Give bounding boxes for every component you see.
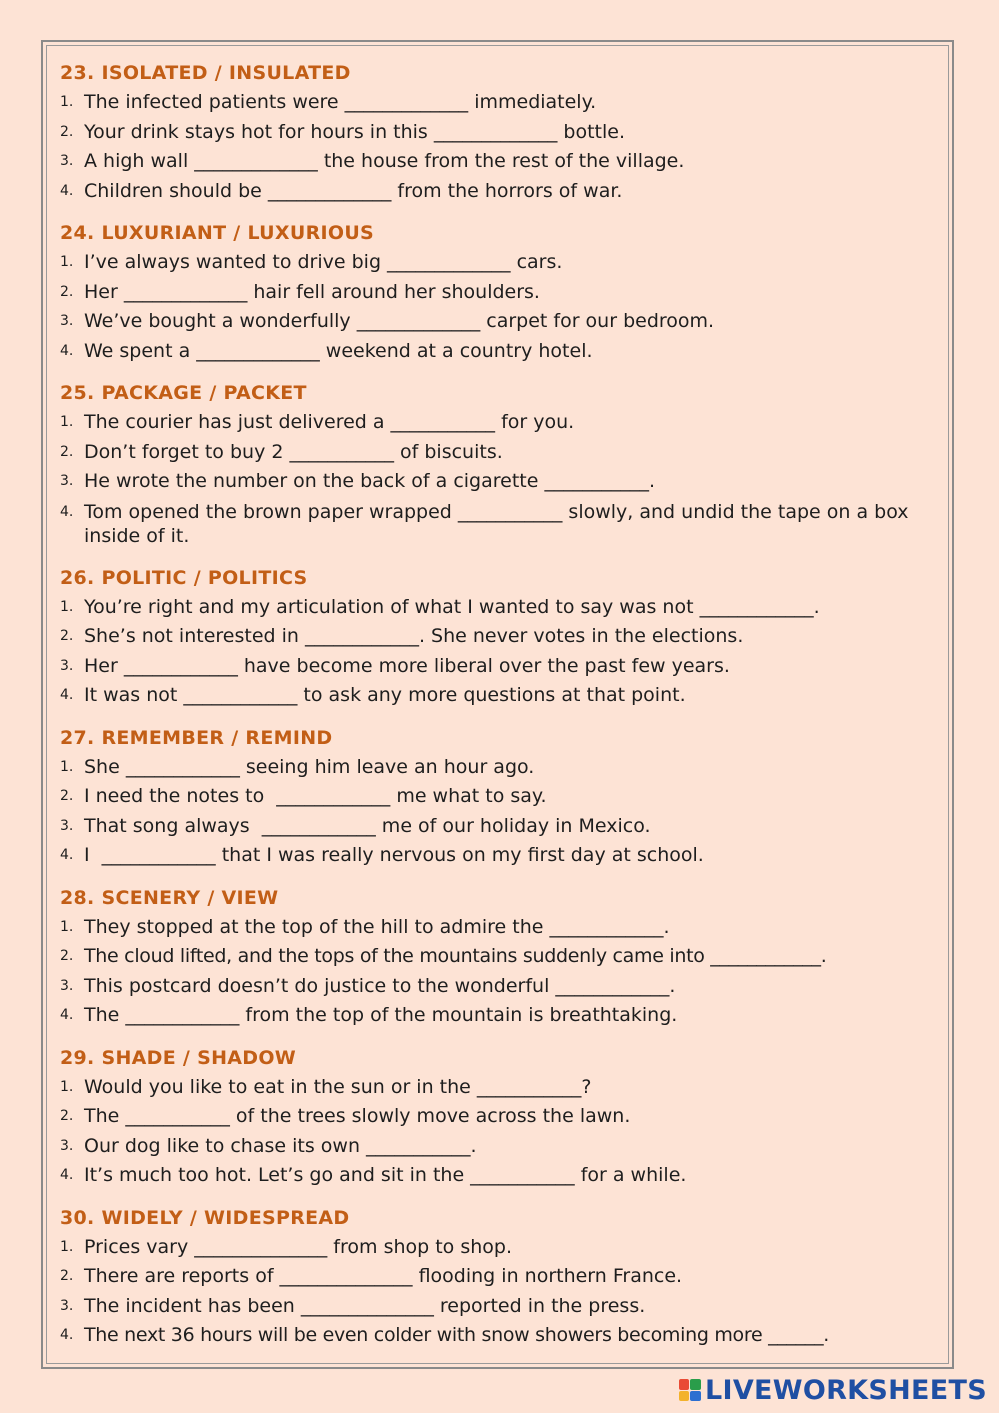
- item-text: He wrote the number on the back of a cigarette ___________.: [84, 470, 656, 492]
- exercise-item: [60, 1233, 940, 1263]
- item-number: 2.: [60, 123, 74, 140]
- item-number: 4.: [60, 1167, 74, 1183]
- item-number: 4.: [60, 503, 74, 520]
- item-number: 4.: [60, 182, 74, 199]
- item-text: Our dog like to chase its own ___________.: [84, 1134, 477, 1157]
- item-text: Tom opened the brown paper wrapped ___________ slowly, and undid the tape on a box inside of it.: [84, 500, 909, 547]
- exercise-item: [60, 681, 940, 711]
- exercise-item: [60, 177, 940, 207]
- section-heading: 27. REMEMBER / REMIND: [60, 726, 333, 749]
- item-number: 4.: [60, 1327, 74, 1343]
- logo-square: [679, 1391, 690, 1402]
- item-text: Prices vary ______________ from shop to shop.: [84, 1235, 513, 1258]
- item-number: 2.: [60, 283, 74, 300]
- item-text: I’ve always wanted to drive big _____________ cars.: [84, 251, 563, 273]
- item-number: 3.: [60, 817, 74, 834]
- exercise-item: [60, 497, 940, 551]
- exercise-item: [60, 147, 940, 177]
- section-heading: 30. WIDELY / WIDESPREAD: [60, 1206, 350, 1229]
- item-text: Her _____________ hair fell around her shoulders.: [84, 280, 540, 303]
- item-number: 3.: [60, 657, 74, 674]
- item-number: 2.: [60, 948, 74, 964]
- exercise-item: [60, 753, 940, 783]
- exercise-item: [60, 913, 940, 943]
- exercise-item: [60, 118, 940, 148]
- item-text: It’s much too hot. Let’s go and sit in the ___________ for a while.: [84, 1164, 687, 1186]
- section-heading: 28. SCENERY / VIEW: [60, 886, 279, 909]
- item-text: They stopped at the top of the hill to admire the ____________.: [84, 915, 670, 938]
- exercise-item: [60, 942, 940, 972]
- section-26: [60, 563, 940, 711]
- exercise-item: [60, 438, 940, 468]
- item-text: She ____________ seeing him leave an hour ago.: [84, 755, 535, 778]
- item-text: The next 36 hours will be even colder with snow showers becoming more ______.: [84, 1324, 830, 1346]
- item-text: This postcard doesn’t do justice to the wonderful ____________.: [84, 974, 676, 997]
- section-heading: 24. LUXURIANT / LUXURIOUS: [60, 222, 375, 244]
- exercise-item: [60, 1073, 940, 1103]
- item-number: 1.: [60, 918, 74, 935]
- exercise-item: [60, 467, 940, 497]
- item-number: 1.: [60, 254, 74, 270]
- item-text: Her ____________ have become more liberal over the past few years.: [84, 654, 730, 677]
- exercise-item: [60, 408, 940, 438]
- logo-square: [679, 1379, 690, 1390]
- brand-name: LIVEWORKSHEETS: [704, 1374, 987, 1406]
- item-number: 3.: [60, 1137, 74, 1154]
- exercise-item: [60, 1001, 940, 1031]
- exercise-item: [60, 307, 940, 337]
- exercise-item: [60, 1102, 940, 1132]
- item-text: She’s not interested in ____________. She never votes in the elections.: [84, 625, 744, 647]
- section-heading: 23. ISOLATED / INSULATED: [60, 62, 351, 84]
- exercise-item: [60, 622, 940, 652]
- item-text: A high wall _____________ the house from the rest of the village.: [84, 150, 685, 172]
- item-text: The courier has just delivered a ___________ for you.: [84, 411, 575, 433]
- item-text: The cloud lifted, and the tops of the mountains suddenly came into ____________.: [84, 945, 827, 967]
- section-23: [60, 58, 940, 206]
- exercise-item: [60, 1262, 940, 1292]
- item-number: 3.: [60, 473, 74, 489]
- item-number: 1.: [60, 414, 74, 430]
- exercise-item: [60, 1292, 940, 1322]
- item-number: 2.: [60, 443, 74, 460]
- exercise-item: [60, 1321, 940, 1351]
- item-number: 1.: [60, 1078, 74, 1095]
- item-text: I need the notes to ____________ me what to say.: [84, 785, 547, 807]
- exercise-item: [60, 652, 940, 682]
- item-text: You’re right and my articulation of what I wanted to say was not ____________.: [84, 595, 820, 618]
- section-30: [60, 1203, 940, 1351]
- item-number: 3.: [60, 1297, 74, 1314]
- item-number: 1.: [60, 758, 74, 775]
- item-text: The infected patients were _____________ immediately.: [84, 91, 597, 113]
- item-text: The ____________ from the top of the mountain is breathtaking.: [84, 1004, 678, 1026]
- section-29: [60, 1043, 940, 1191]
- exercise-item: [60, 278, 940, 308]
- exercise-item: [60, 782, 940, 812]
- logo-square: [690, 1379, 701, 1390]
- item-number: 4.: [60, 342, 74, 359]
- item-text: Children should be _____________ from the horrors of war.: [84, 179, 623, 202]
- exercise-item: [60, 593, 940, 623]
- exercise-item: [60, 1132, 940, 1162]
- section-28: [60, 883, 940, 1031]
- item-number: 4.: [60, 847, 74, 863]
- section-25: [60, 378, 940, 551]
- exercise-item: [60, 1161, 940, 1191]
- exercise-item: [60, 337, 940, 367]
- section-heading: 26. POLITIC / POLITICS: [60, 566, 308, 589]
- section-27: [60, 723, 940, 871]
- item-text: Would you like to eat in the sun or in the ___________?: [84, 1075, 592, 1098]
- item-number: 1.: [60, 94, 74, 110]
- item-number: 2.: [60, 628, 74, 644]
- item-text: The ___________ of the trees slowly move across the lawn.: [84, 1105, 631, 1127]
- exercise-item: [60, 88, 940, 118]
- exercise-item: [60, 248, 940, 278]
- item-number: 3.: [60, 153, 74, 169]
- item-text: Your drink stays hot for hours in this _____________ bottle.: [84, 120, 625, 143]
- item-text: Don’t forget to buy 2 ___________ of biscuits.: [84, 440, 503, 463]
- liveworksheets-logo-icon: [679, 1379, 701, 1401]
- item-number: 2.: [60, 1108, 74, 1124]
- item-number: 4.: [60, 687, 74, 703]
- logo-square: [690, 1391, 701, 1402]
- item-text: We spent a _____________ weekend at a country hotel.: [84, 339, 593, 362]
- worksheet-content: [60, 58, 940, 1363]
- item-number: 4.: [60, 1007, 74, 1023]
- item-text: I ____________ that I was really nervous on my first day at school.: [84, 844, 704, 866]
- item-text: There are reports of ______________ flooding in northern France.: [84, 1265, 683, 1287]
- item-number: 1.: [60, 598, 74, 615]
- item-number: 3.: [60, 977, 74, 994]
- item-number: 2.: [60, 1268, 74, 1284]
- footer-branding[interactable]: [679, 1375, 987, 1405]
- item-number: 3.: [60, 313, 74, 329]
- item-text: It was not ____________ to ask any more questions at that point.: [84, 684, 686, 706]
- section-heading: 25. PACKAGE / PACKET: [60, 382, 307, 404]
- item-text: That song always ____________ me of our holiday in Mexico.: [84, 814, 651, 837]
- exercise-item: [60, 841, 940, 871]
- section-24: [60, 218, 940, 366]
- item-number: 1.: [60, 1238, 74, 1255]
- item-number: 2.: [60, 788, 74, 804]
- exercise-item: [60, 972, 940, 1002]
- section-heading: 29. SHADE / SHADOW: [60, 1046, 297, 1069]
- exercise-item: [60, 812, 940, 842]
- item-text: We’ve bought a wonderfully _____________ carpet for our bedroom.: [84, 310, 715, 332]
- item-text: The incident has been ______________ reported in the press.: [84, 1294, 646, 1317]
